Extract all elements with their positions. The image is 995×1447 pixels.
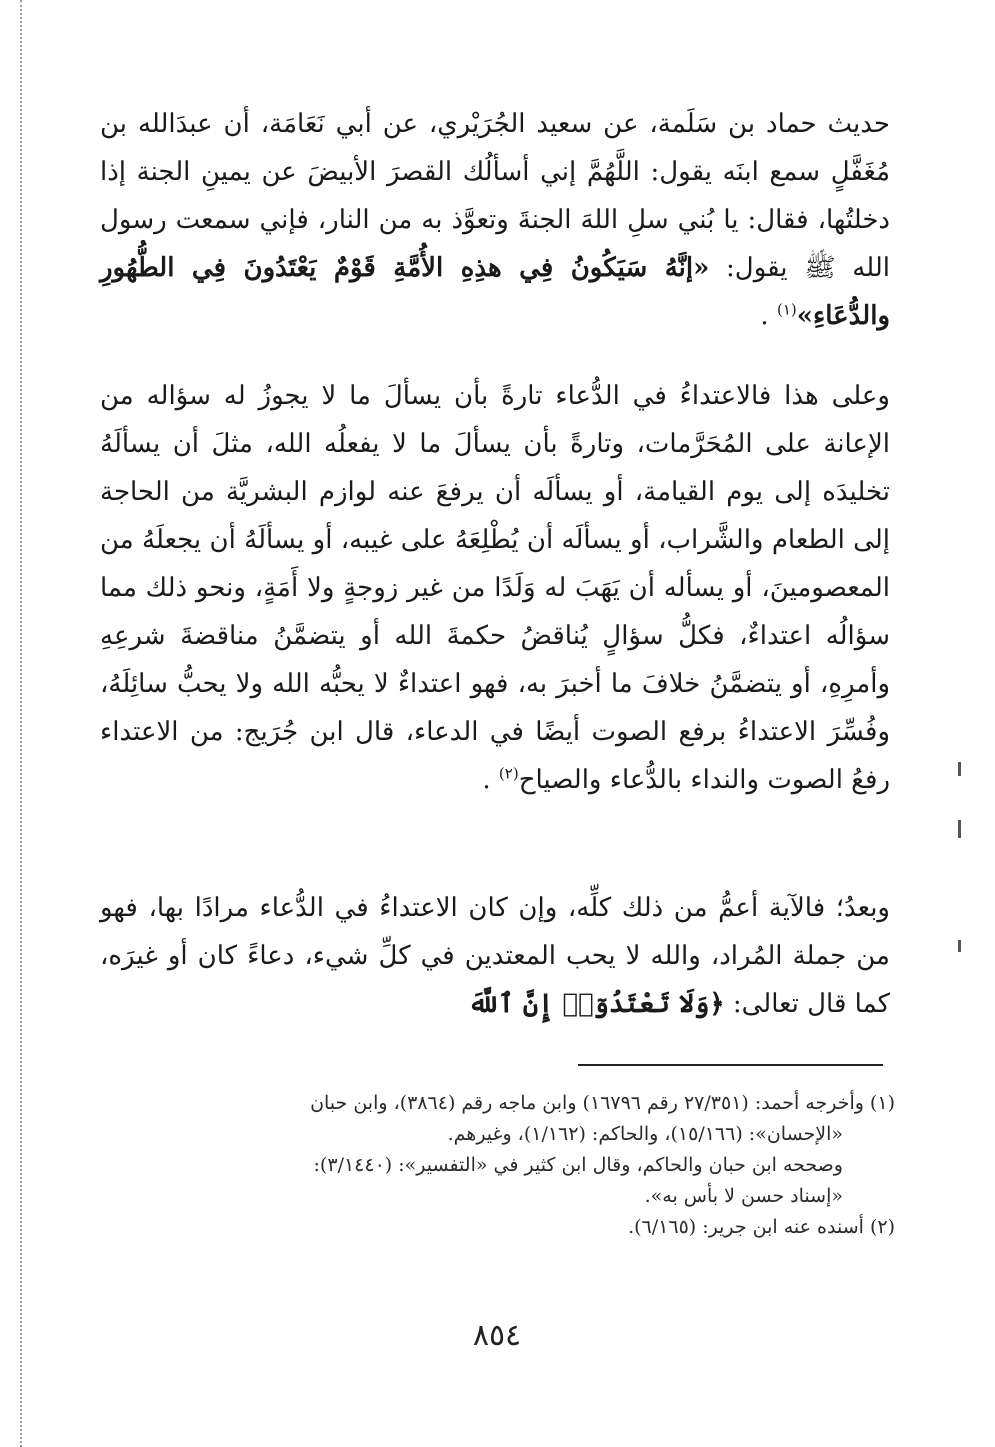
paragraph-2: [100, 372, 890, 804]
paragraph-1-end: .: [760, 301, 777, 331]
footnote-separator: [578, 1064, 883, 1066]
paragraph-3: [100, 884, 890, 1028]
footnote-1-line-3: وصححه ابن حبان والحاكم، وقال ابن كثير في «التفسير»: (٣/١٤٤٠):: [313, 1154, 843, 1176]
paragraph-1: [100, 100, 890, 340]
footnote-ref-1[interactable]: (١): [776, 300, 797, 319]
footnote-1-line-1: (١) وأخرجه أحمد: (٢٧/٣٥١ رقم ١٦٧٩٦) وابن ماجه رقم (٣٨٦٤)، وابن حبان: [310, 1092, 895, 1114]
paragraph-1-text: حديث حماد بن سَلَمة، عن سعيد الجُرَيْري، عن أبي نَعَامَة، أن عبدَالله بن مُغَفَّلٍ سمع ابنَه يقول: اللَّهُمَّ إني أسألُك القصرَ الأبيضَ عن يمينِ الجنة إذا دخلتُها، فقال: يا بُني سلِ اللهَ الجنةَ وتعوَّذ به من النار، فإني سمعت رسول الله ﷺ يقول:: [100, 109, 890, 283]
footnote-2-line-1: (٢) أسنده عنه ابن جرير: (٦/١٦٥).: [628, 1216, 895, 1238]
page-number: ٨٥٤: [472, 1318, 522, 1353]
footnote-ref-2[interactable]: (٢): [498, 764, 519, 783]
margin-dotted-rule: [20, 0, 22, 1447]
footnote-1-line-2: «الإحسان»: (١٥/١٦٦)، والحاكم: (١/١٦٢)، وغيرهم.: [447, 1123, 843, 1145]
quran-verse: ﴿وَلَا تَعْتَدُوٓا۟ إِنَّ ٱللَّهَ: [468, 989, 725, 1019]
paragraph-2-text: وعلى هذا فالاعتداءُ في الدُّعاء تارةً بأن يسألَ ما لا يجوزُ له سؤاله من الإعانة على المُحَرَّمات، وتارةً بأن يسألَ ما لا يفعلُه الله، مثلَ أن يسألَهُ تخليدَه إلى يوم القيامة، أو يسألَه أن يرفعَ عنه لوازم البشريَّة من الحاجة إلى الطعام والشَّراب، أو يسألَه أن يُطْلِعَهُ على غيبه، أو يسألَهُ أن يجعلَهُ من المعصومينَ، أو يسأله أن يَهَبَ له وَلَدًا من غير زوجةٍ ولا أَمَةٍ، ونحو ذلك مما سؤالُه اعتداءٌ، فكلُّ سؤالٍ يُناقضُ حكمةَ الله أو يتضمَّنُ مناقضةَ شرعِهِ وأمرِهِ، أو يتضمَّنُ خلافَ ما أخبرَ به، فهو اعتداءٌ لا يحبُّه الله ولا يحبُّ سائِلَهُ، وفُسِّرَ الاعتداءُ برفع الصوت أيضًا في الدعاء، قال ابن جُرَيج: من الاعتداء رفعُ الصوت والنداء بالدُّعاء والصياح: [100, 381, 890, 795]
footnotes: [100, 1088, 895, 1243]
paragraph-2-end: .: [482, 765, 499, 795]
scan-edge-mark: [958, 940, 961, 952]
scan-edge-mark: [958, 762, 961, 776]
footnote-1-line-4: «إسناد حسن لا بأس به».: [644, 1185, 843, 1207]
hadith-quote: «إنَّهُ سَيَكُونُ فِي هذِهِ الأُمَّةِ قَوْمٌ يَعْتَدُونَ فِي الطُّهُورِ والدُّعَاءِ»: [100, 253, 890, 331]
scan-edge-mark: [958, 820, 961, 838]
paragraph-3-text: وبعدُ؛ فالآية أعمُّ من ذلك كلِّه، وإن كان الاعتداءُ في الدُّعاء مرادًا بها، فهو من جملة المُراد، والله لا يحب المعتدين في كلِّ شيء، دعاءً كان أو غيرَه، كما قال تعالى:: [100, 893, 890, 1019]
